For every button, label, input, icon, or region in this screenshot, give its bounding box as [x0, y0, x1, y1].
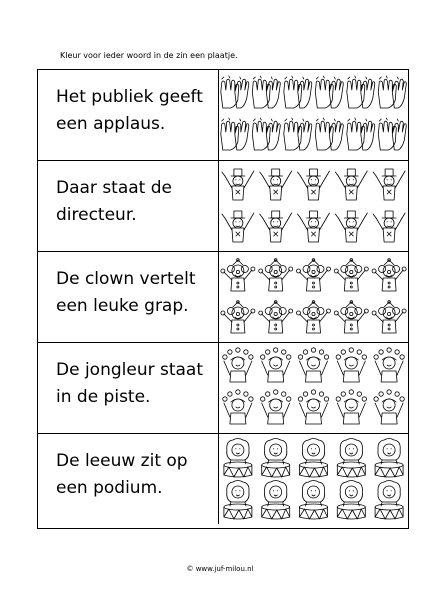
clown-icon: [297, 301, 331, 333]
sentence-row-2: [38, 161, 408, 252]
clapping-hands-icons: [219, 70, 408, 160]
lion-on-podium-icon: [262, 439, 290, 478]
clapping-hands-icon: [315, 76, 343, 108]
worksheet-table: [37, 69, 409, 529]
sentence-text: [56, 357, 216, 411]
clapping-hands-icon: [252, 118, 280, 150]
sentence-line-2: in de piste.: [56, 387, 151, 407]
juggler-icon: [336, 390, 366, 424]
juggler-icon: [336, 348, 366, 382]
juggler-icon: [223, 390, 253, 424]
sentence-row-5: [38, 434, 408, 525]
clapping-hands-icon: [252, 76, 280, 108]
clown-icon: [297, 259, 331, 291]
clapping-hands-icon: [378, 118, 406, 150]
juggler-icon: [261, 390, 291, 424]
sentence-line-2: directeur.: [56, 205, 137, 225]
ringmaster-icon: [298, 169, 330, 200]
clown-icon: [334, 301, 368, 333]
clapping-hands-icon: [378, 76, 406, 108]
clapping-hands-icon: [347, 118, 375, 150]
ringmaster-icon: [222, 211, 254, 242]
lion-on-podium-icon: [375, 439, 403, 478]
instruction-text: Kleur voor ieder woord in de zin een plaatje.: [60, 51, 238, 60]
clown-icon: [372, 259, 406, 291]
sentence-text: [56, 266, 216, 320]
lion-on-podium-icon: [337, 439, 365, 478]
sentence-line-2: een leuke grap.: [56, 296, 189, 316]
picture-cell: [218, 161, 408, 251]
ringmaster-icon: [260, 169, 292, 200]
clown-icon: [372, 301, 406, 333]
juggler-icon: [374, 348, 404, 382]
ringmaster-icon: [335, 169, 367, 200]
sentence-row-3: [38, 252, 408, 343]
sentence-line-1: De clown vertelt: [56, 269, 196, 289]
clown-icons: [219, 252, 408, 342]
clown-icon: [221, 301, 255, 333]
copyright-footer: © www.juf-milou.nl: [186, 565, 254, 573]
sentence-row-1: [38, 70, 408, 161]
picture-cell: [218, 343, 408, 433]
lion-on-podium-icon: [262, 481, 290, 520]
lion-on-podium-icon: [375, 481, 403, 520]
lion-on-podium-icon: [224, 439, 252, 478]
clown-icon: [334, 259, 368, 291]
lion-on-podium-icon: [224, 481, 252, 520]
sentence-text: [56, 175, 216, 229]
juggler-icon: [261, 348, 291, 382]
sentence-line-1: Daar staat de: [56, 178, 172, 198]
ringmaster-icon: [222, 169, 254, 200]
lion-on-podium-icon: [300, 481, 328, 520]
clapping-hands-icon: [221, 118, 249, 150]
sentence-line-1: Het publiek geeft: [56, 87, 203, 107]
clapping-hands-icon: [284, 76, 312, 108]
juggler-icon: [223, 348, 253, 382]
ringmaster-icon: [298, 211, 330, 242]
juggler-icons: [219, 343, 408, 433]
lion-on-podium-icon: [337, 481, 365, 520]
clown-icon: [259, 301, 293, 333]
sentence-line-1: De leeuw zit op: [56, 451, 188, 471]
sentence-line-1: De jongleur staat: [56, 360, 204, 380]
clapping-hands-icon: [347, 76, 375, 108]
sentence-line-2: een podium.: [56, 478, 163, 498]
juggler-icon: [374, 390, 404, 424]
ringmaster-icon: [260, 211, 292, 242]
picture-cell: [218, 252, 408, 342]
clapping-hands-icon: [284, 118, 312, 150]
ringmaster-icons: [219, 161, 408, 251]
lion-on-podium-icons: [219, 434, 408, 524]
picture-cell: [218, 434, 408, 524]
juggler-icon: [298, 390, 328, 424]
sentence-text: [56, 448, 216, 502]
clown-icon: [221, 259, 255, 291]
clown-icon: [259, 259, 293, 291]
picture-cell: [218, 70, 408, 160]
juggler-icon: [298, 348, 328, 382]
sentence-text: [56, 84, 216, 138]
sentence-line-2: een applaus.: [56, 114, 166, 134]
clapping-hands-icon: [221, 76, 249, 108]
ringmaster-icon: [373, 169, 405, 200]
sentence-row-4: [38, 343, 408, 434]
lion-on-podium-icon: [300, 439, 328, 478]
ringmaster-icon: [335, 211, 367, 242]
clapping-hands-icon: [315, 118, 343, 150]
ringmaster-icon: [373, 211, 405, 242]
